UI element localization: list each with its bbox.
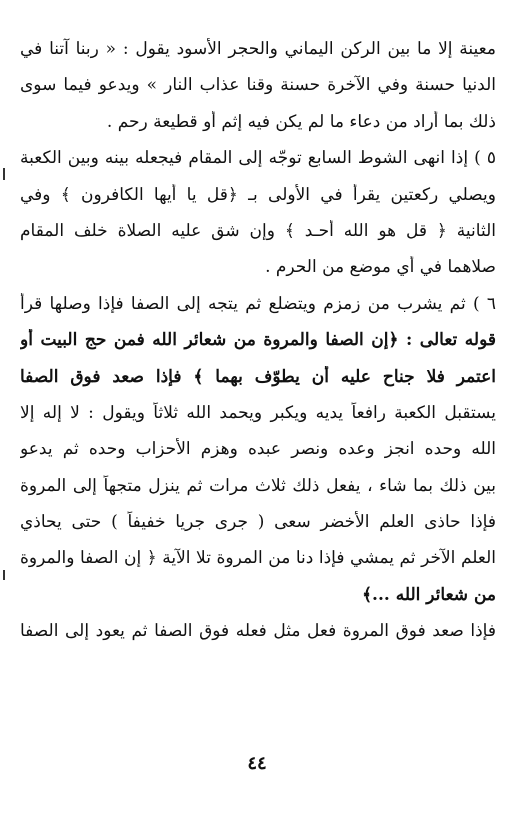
text-line-4: ٥ ) إذا انهى الشوط السابع توجّه إلى المقام فيجعله بينه وبين الكعبة	[20, 148, 496, 169]
text-line-1: معينة إلا ما بين الركن اليماني والحجر الأسود يقول : « ربنا آتنا في	[20, 39, 496, 59]
text-line-16: من شعائر الله ...﴾	[362, 584, 496, 605]
text-line-11: يستقبل الكعبة رافعاً يديه ويكبر ويحمد الله ثلاثاً ويقول : لا إله إلا	[20, 402, 496, 423]
text-line-12: الله وحده انجز وعده ونصر عبده وهزم الأحزاب وحده ثم يدعو	[20, 439, 496, 460]
text-line-17: فإذا صعد فوق المروة فعل مثل فعله فوق الصفا ثم يعود إلى الصفا	[20, 621, 496, 642]
text-line-3: ذلك بما أراد من دعاء ما لم يكن فيه إثم أو قطيعة رحم .	[106, 111, 496, 132]
text-line-2: الدنيا حسنة وفي الآخرة حسنة وقنا عذاب النار » ويدعو فيما سوى	[20, 75, 496, 96]
text-line-10: اعتمر فلا جناح عليه أن يطوّف بهما ﴾ فإذا صعد فوق الصفا	[20, 366, 496, 387]
page-number: ٤٤	[247, 753, 267, 774]
text-line-14: فإذا حاذى العلم الأخضر سعى ( جرى جريا خفيفاً ) حتى يحاذي	[20, 512, 496, 533]
text-line-6: الثانية ﴿ قل هو الله أحـد ﴾ وإن شق عليه الصلاة خلف المقام	[20, 220, 496, 241]
text-line-8: ٦ ) ثم يشرب من زمزم ويتضلع ثم يتجه إلى الصفا فإذا وصلها قرأ	[20, 293, 496, 314]
text-line-7: صلاهما في أي موضع من الحرم .	[265, 257, 496, 278]
page-body	[20, 38, 496, 657]
text-line-9: قوله تعالى : ﴿إن الصفا والمروة من شعائر الله فمن حج البيت أو	[20, 330, 496, 351]
text-line-13: بين ذلك بما شاء ، يفعل ذلك ثلاث مرات ثم ينزل متجهاً إلى المروة	[20, 475, 496, 496]
margin-mark	[3, 570, 5, 580]
margin-mark	[3, 168, 5, 180]
text-line-5: ويصلي ركعتين يقرأ في الأولى بـ ﴿قل يا أيها الكافرون ﴾ وفي	[20, 184, 496, 205]
text-line-15: العلم الآخر ثم يمشي فإذا دنا من المروة تلا الآية ﴿ إن الصفا والمروة	[20, 548, 496, 569]
